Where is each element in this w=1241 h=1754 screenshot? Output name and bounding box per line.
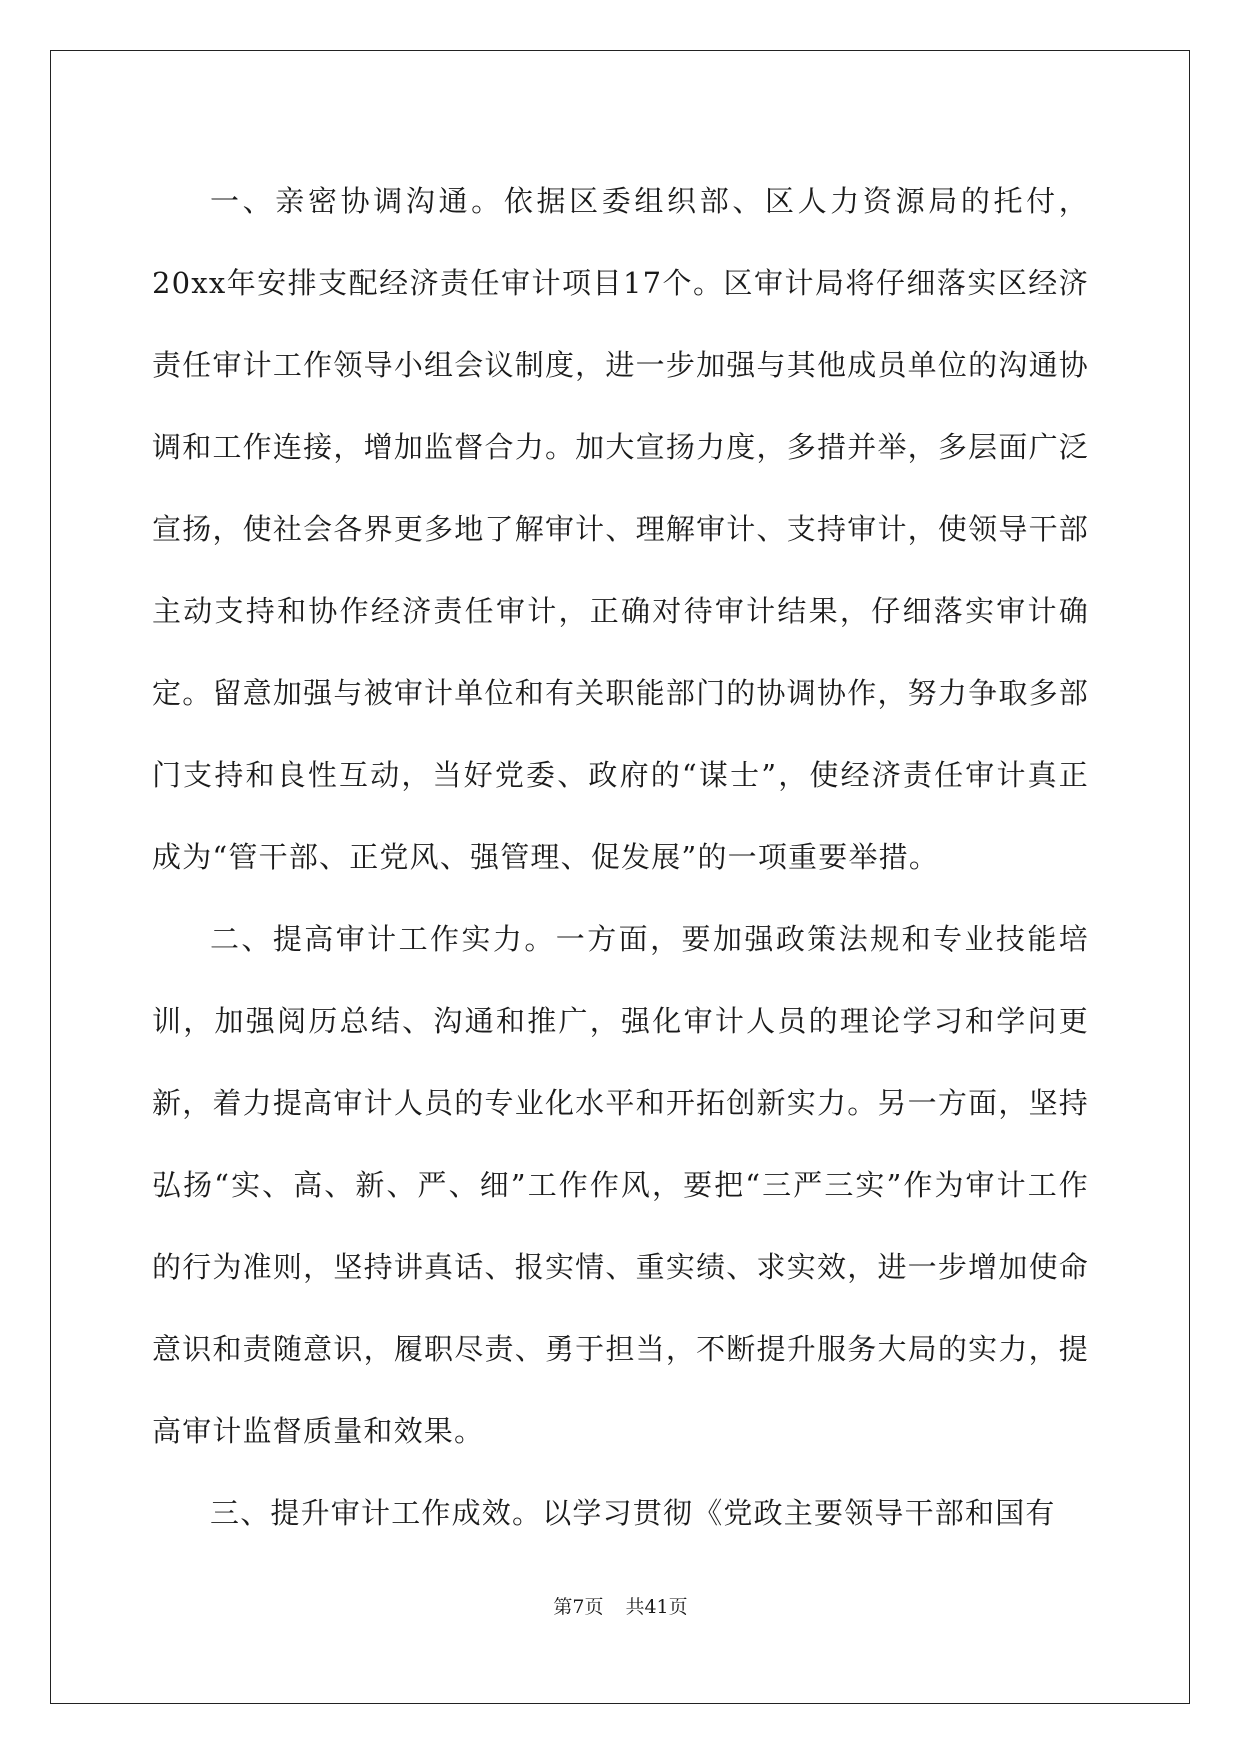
document-body bbox=[152, 160, 1089, 1554]
paragraph-3: 三、提升审计工作成效。以学习贯彻《党政主要领导干部和国有 bbox=[210, 1496, 1056, 1530]
paragraph-2: 二、提高审计工作实力。一方面，要加强政策法规和专业技能培训，加强阅历总结、沟通和推广，强化审计人员的理论学习和学问更新，着力提高审计人员的专业化水平和开拓创新实力。另一方面，坚持弘扬“实、高、新、严、细”工作作风，要把“三严三实”作为审计工作的行为准则，坚持讲真话、报实情、重实绩、求实效，进一步增加使命意识和责随意识，履职尽责、勇于担当，不断提升服务大局的实力，提高审计监督质量和效果。 bbox=[152, 922, 1089, 1448]
current-page-label: 第7页 bbox=[553, 1596, 604, 1618]
total-pages-label: 共41页 bbox=[625, 1596, 688, 1618]
paragraph-1: 一、亲密协调沟通。依据区委组织部、区人力资源局的托付，20xx年安排支配经济责任审计项目17个。区审计局将仔细落实区经济责任审计工作领导小组会议制度，进一步加强与其他成员单位的沟通协调和工作连接，增加监督合力。加大宣扬力度，多措并举，多层面广泛宣扬，使社会各界更多地了解审计、理解审计、支持审计，使领导干部主动支持和协作经济责任审计，正确对待审计结果，仔细落实审计确定。留意加强与被审计单位和有关职能部门的协调协作，努力争取多部门支持和良性互动，当好党委、政府的“谋士”，使经济责任审计真正成为“管干部、正党风、强管理、促发展”的一项重要举措。 bbox=[152, 184, 1089, 874]
page-footer bbox=[0, 1592, 1241, 1619]
